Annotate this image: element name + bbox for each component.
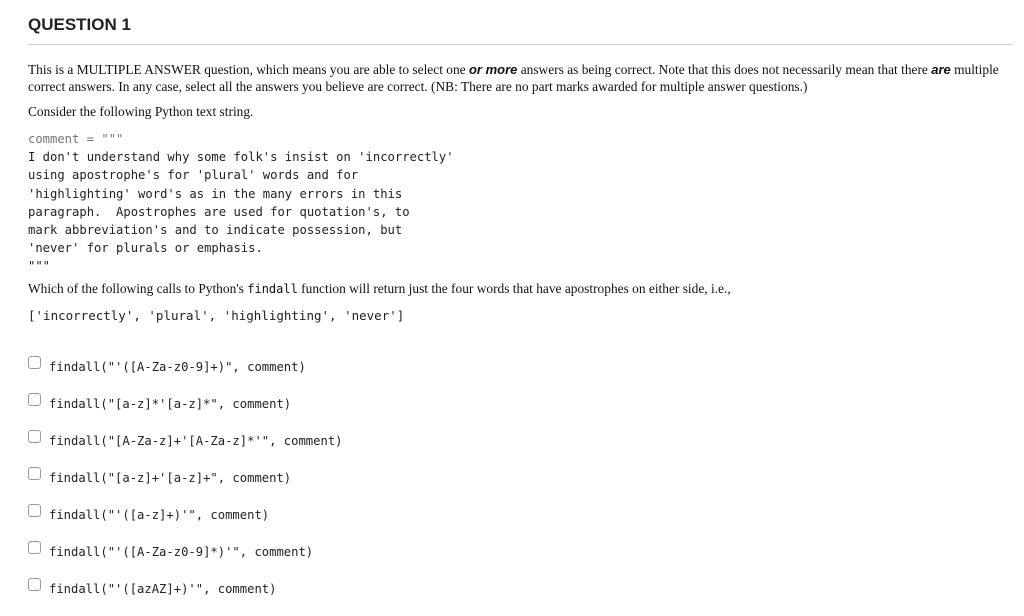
expected-output: ['incorrectly', 'plural', 'highlighting', 'never'] xyxy=(28,308,405,323)
answer-checkbox[interactable] xyxy=(28,430,41,443)
answer-checkbox[interactable] xyxy=(28,467,41,480)
answer-label[interactable]: findall("'([azAZ]+)'", comment) xyxy=(49,582,277,596)
instructions-emphasis-1: or more xyxy=(468,62,518,77)
answer-checkbox[interactable] xyxy=(28,578,41,591)
answer-option[interactable] xyxy=(28,430,343,448)
python-code-block xyxy=(28,130,454,276)
consider-text: Consider the following Python text string. xyxy=(28,104,254,119)
question-title: QUESTION 1 xyxy=(28,15,131,34)
instructions-text-1: This is a MULTIPLE ANSWER question, which means you are able to select one xyxy=(28,62,469,77)
answer-label[interactable]: findall("[A-Za-z]+'[A-Za-z]*'", comment) xyxy=(49,434,343,448)
answer-label[interactable]: findall("'([A-Za-z0-9]+)", comment) xyxy=(49,360,306,374)
instructions-emphasis-2: are xyxy=(931,62,951,77)
code-first-line: comment = """ xyxy=(28,132,124,146)
question-instructions xyxy=(28,61,1018,95)
prompt-text-2: function will return just the four words that have apostrophes on either side, i.e., xyxy=(297,281,731,296)
answer-option[interactable] xyxy=(28,504,269,522)
answer-option[interactable] xyxy=(28,393,291,411)
answer-option[interactable] xyxy=(28,467,291,485)
answer-checkbox[interactable] xyxy=(28,504,41,517)
question-prompt xyxy=(28,281,731,297)
instructions-text-3: multiple correct answers. In any case, select all the answers you believe are correct. (NB: There are no part marks awarded for multiple answer questions.) xyxy=(28,62,999,94)
answer-option[interactable] xyxy=(28,541,313,559)
answer-option[interactable] xyxy=(28,356,306,374)
title-divider xyxy=(28,44,1013,45)
prompt-text-1: Which of the following calls to Python's xyxy=(28,281,248,296)
answer-checkbox[interactable] xyxy=(28,356,41,369)
answer-label[interactable]: findall("[a-z]+'[a-z]+", comment) xyxy=(49,471,292,485)
code-last-line: """ xyxy=(28,259,51,274)
answer-checkbox[interactable] xyxy=(28,541,41,554)
answer-label[interactable]: findall("[a-z]*'[a-z]*", comment) xyxy=(49,397,292,411)
instructions-text-2: answers as being correct. Note that this does not necessarily mean that there xyxy=(517,62,932,77)
answer-option[interactable] xyxy=(28,578,276,596)
answer-label[interactable]: findall("'([a-z]+)'", comment) xyxy=(49,508,270,522)
code-body: I don't understand why some folk's insist on 'incorrectly' using apostrophe's for 'plural' words and for 'highlighting' word's as in the many errors in this paragraph. Apostrophes are used for quotation's, to mark abbreviation's and to indicate possession, but 'never' for plurals or emphasis. xyxy=(28,150,454,256)
prompt-inline-code: findall xyxy=(247,282,298,296)
answer-label[interactable]: findall("'([A-Za-z0-9]*)'", comment) xyxy=(49,545,314,559)
answer-checkbox[interactable] xyxy=(28,393,41,406)
